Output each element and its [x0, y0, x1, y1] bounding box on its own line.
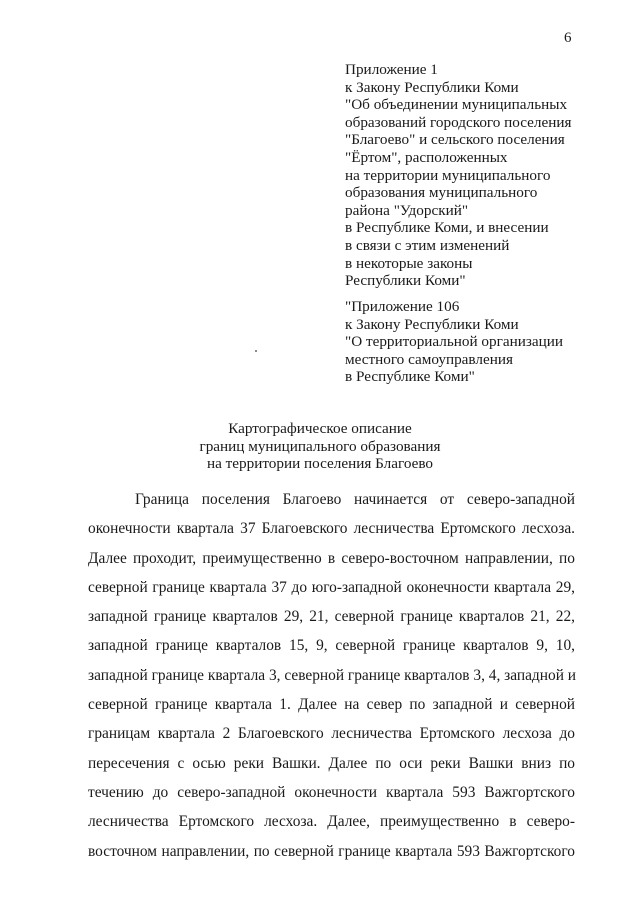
- title-line: границ муниципального образования: [199, 437, 441, 455]
- appendix-1-line: "Ёртом", расположенных: [345, 148, 508, 166]
- appendix-106-line: к Закону Республики Коми: [345, 315, 519, 333]
- body-line: оконечности квартала 37 Благоевского лесничества Ертомского лесхоза.: [88, 520, 575, 538]
- body-line: лесничества Ертомского лесхоза. Далее, преимущественно в северо-: [88, 813, 575, 831]
- body-line: течению до северо-западной оконечности квартала 593 Важгортского: [88, 783, 575, 801]
- body-line: северной границе квартала 37 до юго-западной оконечности квартала 29,: [88, 578, 575, 596]
- body-line: Граница поселения Благоево начинается от северо-западной: [135, 491, 575, 508]
- body-line: границам квартала 2 Благоевского лесничества Ертомского лесхоза до: [88, 725, 575, 743]
- appendix-1-line: в Республике Коми, и внесении: [345, 219, 549, 237]
- appendix-1-header: [345, 61, 571, 290]
- body-line: западной границе квартала 3, северной границе кварталов 3, 4, западной и: [88, 666, 577, 684]
- appendix-1-line: в связи с этим изменений: [345, 236, 510, 254]
- appendix-106-line: местного самоуправления: [345, 350, 513, 368]
- appendix-106-line: "О территориальной организации: [345, 333, 563, 351]
- appendix-1-line: образования муниципального: [345, 184, 538, 202]
- appendix-106-line: в Республике Коми": [345, 368, 475, 386]
- body-line: северной границе квартала 1. Далее на север по западной и северной: [88, 696, 575, 714]
- appendix-1-line: "Благоево" и сельского поселения: [345, 131, 565, 149]
- document-title: [150, 420, 490, 473]
- appendix-106-line: "Приложение 106: [345, 298, 460, 315]
- title-line: на территории поселения Благоево: [206, 455, 434, 473]
- appendix-1-line: района "Удорский": [345, 201, 469, 219]
- appendix-1-line: образований городского поселения: [345, 113, 572, 131]
- title-line: Картографическое описание: [228, 420, 412, 437]
- appendix-1-line: Республики Коми": [345, 272, 466, 290]
- appendix-1-line: "Об объединении муниципальных: [345, 96, 568, 114]
- appendix-1-line: в некоторые законы: [345, 254, 473, 272]
- body-line: пересечения с осью реки Вашки. Далее по оси реки Вашки вниз по: [88, 754, 575, 772]
- appendix-106-header: [345, 298, 563, 386]
- body-line: Далее проходит, преимущественно в северо-восточном направлении, по: [88, 549, 575, 567]
- appendix-1-line: на территории муниципального: [345, 166, 551, 184]
- appendix-1-line: Приложение 1: [345, 61, 438, 78]
- page-number: 6: [564, 30, 572, 46]
- body-paragraph: [88, 490, 575, 871]
- body-line: западной границе кварталов 29, 21, северной границе кварталов 21, 22,: [88, 608, 575, 626]
- body-line: западной границе кварталов 15, 9, северной границе кварталов 9, 10,: [88, 637, 575, 655]
- appendix-1-line: к Закону Республики Коми: [345, 78, 519, 96]
- scan-speck: [255, 350, 257, 352]
- body-line: восточном направлении, по северной границе квартала 593 Важгортского: [88, 842, 575, 860]
